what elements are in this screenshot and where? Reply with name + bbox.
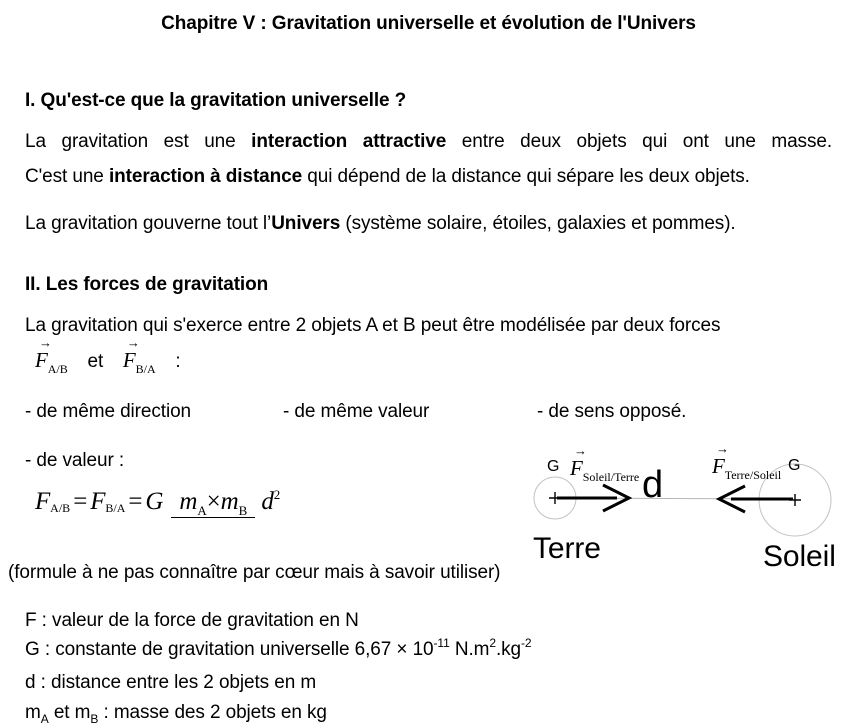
vector-arrow-icon: → xyxy=(39,335,52,350)
forces-intro-line: La gravitation qui s'exerce entre 2 objets A et B peut être modélisée par deux forces xyxy=(25,315,721,336)
text-segment: m xyxy=(25,702,41,723)
formula-f1-sub: A/B xyxy=(50,500,71,515)
gravitation-definition-line-1 xyxy=(25,131,832,153)
distance-label: d xyxy=(642,464,664,506)
mass-a-sub: A xyxy=(197,503,207,518)
subscript-a: A xyxy=(40,712,49,726)
text-segment: La gravitation gouverne tout l’ xyxy=(25,213,272,234)
exponent-minus-11: -11 xyxy=(433,636,450,650)
times-sign: × xyxy=(206,488,221,515)
text-segment: (système solaire, étoiles, galaxies et pommes). xyxy=(340,213,736,234)
property-opposite-direction: - de sens opposé. xyxy=(537,401,687,422)
bold-interaction-a-distance: interaction à distance xyxy=(108,166,303,187)
distance-exponent: 2 xyxy=(273,487,281,502)
fraction-numerator xyxy=(171,488,255,518)
section-1-heading: I. Qu'est-ce que la gravitation universelle ? xyxy=(25,90,407,111)
text-segment: entre deux objets qui ont une masse. xyxy=(446,131,833,152)
formula-f2-sub: B/A xyxy=(105,500,126,515)
force-vectors-line xyxy=(35,335,181,376)
definition-f: F : valeur de la force de gravitation en N xyxy=(25,610,359,631)
force-symbol: F xyxy=(570,456,583,480)
text-segment: .kg xyxy=(495,639,522,660)
distance-d: d xyxy=(261,488,274,515)
force-earth-on-sun-sub: Terre/Soleil xyxy=(724,468,782,482)
property-same-direction: - de même direction xyxy=(25,401,192,422)
vector-f-ab-base: F xyxy=(35,348,48,372)
definition-d: d : distance entre les 2 objets en m xyxy=(25,672,317,693)
bold-interaction-attractive: interaction attractive xyxy=(251,131,447,152)
sun-center-of-gravity-label: G xyxy=(788,457,801,474)
formula-note: (formule à ne pas connaître par cœur mais à savoir utiliser) xyxy=(8,562,501,583)
gravitation-formula xyxy=(35,488,280,516)
chapter-title: Chapitre V : Gravitation universelle et évolution de l'Univers xyxy=(161,13,696,34)
text-segment: C'est une xyxy=(25,166,109,187)
gravitation-definition-line-2 xyxy=(25,166,750,188)
vector-f-ba-sub: B/A xyxy=(135,362,156,376)
equals-sign: = xyxy=(73,488,88,515)
text-segment: : masse des 2 objets en kg xyxy=(98,702,327,723)
text-segment: La gravitation est une xyxy=(25,131,252,152)
force-sun-on-earth-label xyxy=(570,443,640,484)
force-symbol: F xyxy=(712,454,725,478)
mass-a: m xyxy=(179,488,198,515)
equals-sign: = xyxy=(128,488,143,515)
text-segment: et m xyxy=(48,702,91,723)
text-segment: G : constante de gravitation universelle 6,67 × 10 xyxy=(25,639,434,660)
gravitation-forces-diagram xyxy=(520,441,857,580)
section-2-heading: II. Les forces de gravitation xyxy=(25,274,269,295)
earth-center-of-gravity-label: G xyxy=(547,458,560,475)
mass-b-sub: B xyxy=(238,503,248,518)
conjunction-et: et xyxy=(87,351,104,372)
univers-paragraph xyxy=(25,213,736,235)
colon: : xyxy=(175,351,181,372)
mass-b: m xyxy=(220,488,239,515)
fraction-denominator xyxy=(261,486,280,515)
force-sun-on-earth-sub: Soleil/Terre xyxy=(582,470,640,484)
vector-f-ab xyxy=(35,335,68,376)
property-same-value: - de même valeur xyxy=(283,401,430,422)
exponent-2: 2 xyxy=(489,636,496,650)
vector-f-ba-base: F xyxy=(122,348,136,372)
vector-f-ab-sub: A/B xyxy=(47,362,68,376)
earth-label: Terre xyxy=(533,532,601,565)
definition-m xyxy=(25,702,327,724)
text-segment: N.m xyxy=(449,639,490,660)
text-segment: qui dépend de la distance qui sépare les deux objets. xyxy=(302,166,750,187)
vector-arrow-icon: → xyxy=(126,335,140,350)
definition-g xyxy=(25,636,532,661)
value-label: - de valeur : xyxy=(25,450,125,471)
formula-fraction xyxy=(171,488,280,516)
force-earth-on-sun-label xyxy=(712,441,782,482)
vector-f-ba xyxy=(122,335,156,376)
bold-univers: Univers xyxy=(271,213,341,234)
sun-label: Soleil xyxy=(763,540,836,573)
subscript-b: B xyxy=(90,712,99,726)
vector-arrow-icon: → xyxy=(574,443,587,458)
vector-arrow-icon: → xyxy=(716,441,729,456)
formula-f1: F xyxy=(35,488,51,515)
formula-f2: F xyxy=(90,488,106,515)
formula-g-constant: G xyxy=(145,488,164,515)
exponent-minus-2: -2 xyxy=(521,636,532,650)
